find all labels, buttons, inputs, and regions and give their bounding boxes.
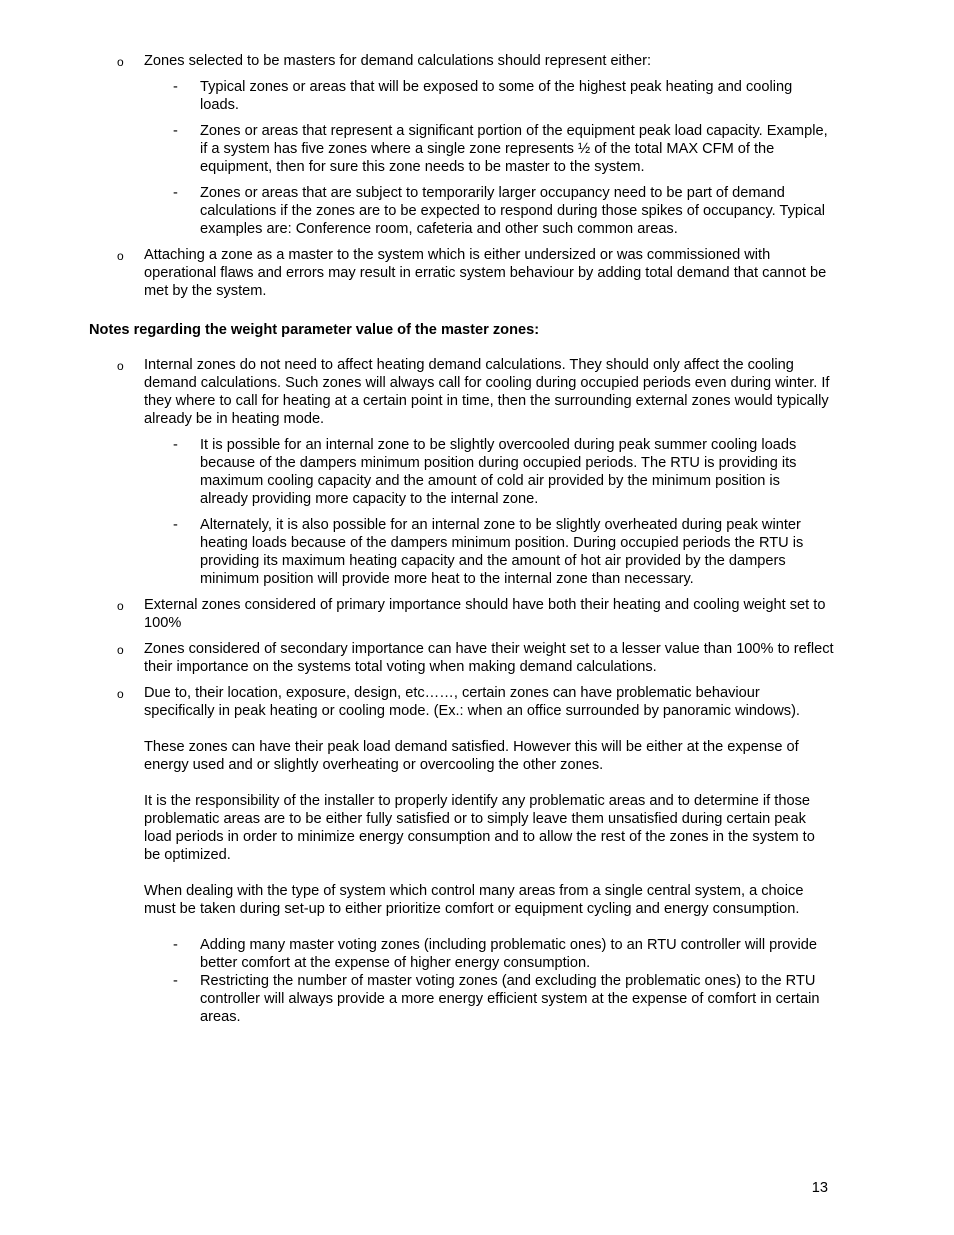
bullet-circle: o xyxy=(117,55,124,69)
sub-item-overcooled xyxy=(173,436,830,508)
section-heading: Notes regarding the weight parameter value of the master zones: xyxy=(89,322,540,338)
sub-item-text: Zones or areas that are subject to temporarily larger occupancy need to be part of demand calculations if the zones are to be expected to respond during those spikes of occupancy. Typical examples are: Conference room, cafeteria and other such common areas. xyxy=(200,185,825,237)
sub-item-adding-masters xyxy=(173,936,830,972)
list-item-text: Internal zones do not need to affect heating demand calculations. They should only affect the cooling demand calculations. Such zones will always call for cooling during occupied periods even during winter. If they where to call for heating at a certain point in time, then the surrounding external zones would typically already be in heating mode. xyxy=(144,357,830,427)
sub-item-overheated xyxy=(173,516,830,588)
bullet-dash: - xyxy=(173,123,178,139)
sub-item-text: Zones or areas that represent a significant portion of the equipment peak load capacity. Example, if a system has five zones where a single zone represents ½ of the total MAX CFM of the equipment, then for sure this zone needs to be master to the system. xyxy=(200,123,828,175)
sub-item-occupancy xyxy=(173,184,830,238)
list-item-text: Due to, their location, exposure, design, etc……, certain zones can have problematic behaviour specifically in peak heating or cooling mode. (Ex.: when an office surrounded by panoramic windows). xyxy=(144,685,800,719)
bullet-dash: - xyxy=(173,973,178,989)
bullet-dash: - xyxy=(173,79,178,95)
sub-item-restricting-masters xyxy=(173,972,830,1026)
bullet-dash: - xyxy=(173,437,178,453)
top-margin xyxy=(0,0,954,52)
list-item-internal-zones xyxy=(117,356,834,428)
list-item-secondary-zones xyxy=(117,640,834,676)
sub-item-capacity xyxy=(173,122,830,176)
paragraph-satisfied: These zones can have their peak load demand satisfied. However this will be either at the expense of energy used and or slightly overheating or overcooling the other zones. xyxy=(144,739,799,773)
list-item-external-zones xyxy=(117,596,834,632)
bullet-dash: - xyxy=(173,517,178,533)
sub-item-text: Restricting the number of master voting zones (and excluding the problematic ones) to the RTU controller will always provide a more energy efficient system at the expense of comfort in certain areas. xyxy=(200,973,820,1025)
list-item-text: Zones considered of secondary importance can have their weight set to a lesser value than 100% to reflect their importance on the systems total voting when making demand calculations. xyxy=(144,641,834,675)
sub-item-text: Typical zones or areas that will be exposed to some of the highest peak heating and cooling loads. xyxy=(200,79,793,113)
list-item-attaching xyxy=(117,246,834,300)
bullet-circle: o xyxy=(117,599,124,613)
list-item-text: Zones selected to be masters for demand calculations should represent either: xyxy=(144,53,652,69)
sub-item-peak-loads xyxy=(173,78,830,114)
bullet-circle: o xyxy=(117,643,124,657)
list-item-problematic-zones xyxy=(117,684,834,720)
paragraph-responsibility: It is the responsibility of the installer to properly identify any problematic areas and to determine if those problematic areas are to be either fully satisfied or to simply leave them unsatisfied during certain peak load periods in order to minimize energy consumption and to allow the rest of the zones in the system to be optimized. xyxy=(144,793,815,863)
bullet-circle: o xyxy=(117,687,124,701)
bullet-dash: - xyxy=(173,937,178,953)
bullet-circle: o xyxy=(117,249,124,263)
bullet-dash: - xyxy=(173,185,178,201)
sub-item-text: Alternately, it is also possible for an internal zone to be slightly overheated during peak winter heating loads because of the dampers minimum position. During occupied periods the RTU is providing its maximum heating capacity and the amount of hot air provided by the dampers minimum position will provide more heat to the internal zone than necessary. xyxy=(200,517,804,587)
page-number: 13 xyxy=(811,1180,828,1196)
bullet-circle: o xyxy=(117,359,124,373)
sub-item-text: Adding many master voting zones (including problematic ones) to an RTU controller will provide better comfort at the expense of higher energy consumption. xyxy=(200,937,818,971)
paragraph-choice: When dealing with the type of system which control many areas from a single central system, a choice must be taken during set-up to either prioritize comfort or equipment cycling and energy consumption. xyxy=(144,883,804,917)
sub-item-text: It is possible for an internal zone to be slightly overcooled during peak summer cooling loads because of the dampers minimum position during occupied periods. The RTU is providing its maximum cooling capacity and the amount of cold air provided by the minimum position is already providing more capacity to the internal zone. xyxy=(200,437,797,507)
list-item-text: Attaching a zone as a master to the system which is either undersized or was commissioned with operational flaws and errors may result in erratic system behaviour by adding total demand that cannot be met by the system. xyxy=(144,247,827,299)
list-item-masters-intro xyxy=(117,52,834,70)
list-item-text: External zones considered of primary importance should have both their heating and cooling weight set to 100% xyxy=(144,597,826,631)
